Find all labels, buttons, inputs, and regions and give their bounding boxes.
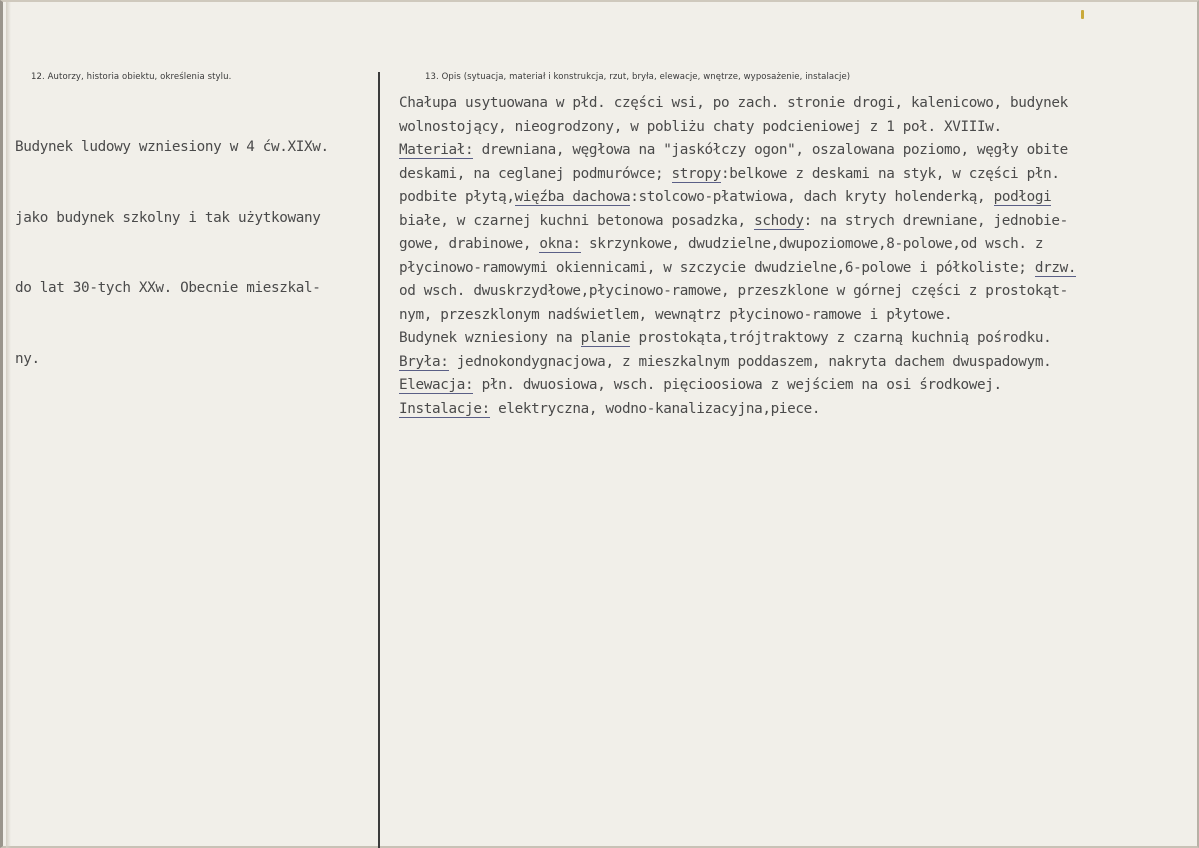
card-edge-shadow <box>6 2 11 848</box>
text-segment: gowe, drabinowe, <box>399 236 540 252</box>
section-13-line <box>399 139 1076 163</box>
text-segment: płn. dwuosiowa, wsch. pięcioosiowa z wejściem na osi środkowej. <box>473 377 1002 393</box>
section-13-line <box>399 92 1076 116</box>
underlined-keyword: Elewacja: <box>399 377 474 393</box>
top-edge-mark <box>1081 10 1084 19</box>
text-segment: Budynek wzniesiony na <box>399 330 581 346</box>
section-12-line: jako budynek szkolny i tak użytkowany <box>15 209 321 226</box>
column-divider <box>378 72 380 848</box>
text-segment: nym, przeszklonym nadświetlem, wewnątrz płycinowo-ramowe i płytowe. <box>399 306 953 323</box>
underlined-keyword: Instalacje: <box>399 400 490 417</box>
text-segment: prostokąta,trójtraktowy z czarną kuchnią pośrodku. <box>630 330 1052 346</box>
text-segment: płycinowo-ramowymi okiennicami, w szczycie dwudzielne,6-polowe i półkoliste; <box>399 259 1035 276</box>
underlined-keyword: Materiał: <box>399 142 474 158</box>
text-segment: :stolcowo-płatwiowa, dach kryty holenderką, <box>630 189 994 205</box>
section-13-line <box>399 304 1076 328</box>
text-segment: elektryczna, wodno-kanalizacyjna,piece. <box>489 400 821 417</box>
text-segment: podbite płytą, <box>399 189 515 205</box>
section-13-line <box>399 163 1076 187</box>
text-segment: : na strych drewniane, jednobie- <box>803 212 1068 229</box>
section-13-line <box>399 210 1076 234</box>
text-segment: Chałupa usytuowana w płd. części wsi, po zach. stronie drogi, kalenicowo, budynek <box>399 95 1068 111</box>
section-13-line <box>399 116 1076 140</box>
section-13-line <box>399 327 1076 351</box>
section-12-line: ny. <box>15 350 40 367</box>
text-segment: deskami, na ceglanej podmurówce; <box>399 165 672 182</box>
underlined-keyword: więźba dachowa <box>514 189 631 205</box>
section-12-line: do lat 30-tych XXw. Obecnie mieszkal- <box>15 280 321 296</box>
section-12-line: Budynek ludowy wzniesiony w 4 ćw.XIXw. <box>15 139 329 155</box>
section-13-line <box>399 257 1076 281</box>
text-segment: wolnostojący, nieogrodzony, w pobliżu chaty podcieniowej z 1 poł. XVIIIw. <box>399 118 1002 135</box>
section-13-label: 13. Opis (sytuacja, materiał i konstrukcja, rzut, bryła, elewacje, wnętrze, wyposażenie, instalacje) <box>425 72 851 82</box>
section-12-text <box>15 89 329 418</box>
section-13-line <box>399 398 1076 422</box>
section-13-line <box>399 374 1076 398</box>
underlined-keyword: schody <box>754 212 804 229</box>
underlined-keyword: drzw. <box>1034 259 1077 276</box>
section-13-line <box>399 186 1076 210</box>
text-segment: skrzynkowe, dwudzielne,dwupoziomowe,8-polowe,od wsch. z <box>580 236 1044 252</box>
section-12-label: 12. Autorzy, historia obiektu, określenia stylu. <box>31 72 232 82</box>
underlined-keyword: okna: <box>539 236 581 252</box>
section-13-text <box>399 92 1076 421</box>
text-segment: :belkowe z deskami na styk, w części płn. <box>721 165 1060 182</box>
text-segment: jednokondygnacjowa, z mieszkalnym poddaszem, nakryta dachem dwuspadowym. <box>448 353 1052 370</box>
underlined-keyword: planie <box>580 330 631 346</box>
section-13-line <box>399 233 1076 257</box>
text-segment: białe, w czarnej kuchni betonowa posadzka, <box>399 212 755 229</box>
section-13-line <box>399 351 1076 375</box>
underlined-keyword: Bryła: <box>399 353 449 370</box>
underlined-keyword: podłogi <box>993 189 1052 205</box>
section-13-line <box>399 280 1076 304</box>
text-segment: drewniana, węgłowa na "jaskółczy ogon", oszalowana poziomo, węgły obite <box>473 142 1068 158</box>
text-segment: od wsch. dwuskrzydłowe,płycinowo-ramowe, przeszklone w górnej części z prostokąt- <box>399 283 1068 299</box>
underlined-keyword: stropy <box>671 165 722 182</box>
